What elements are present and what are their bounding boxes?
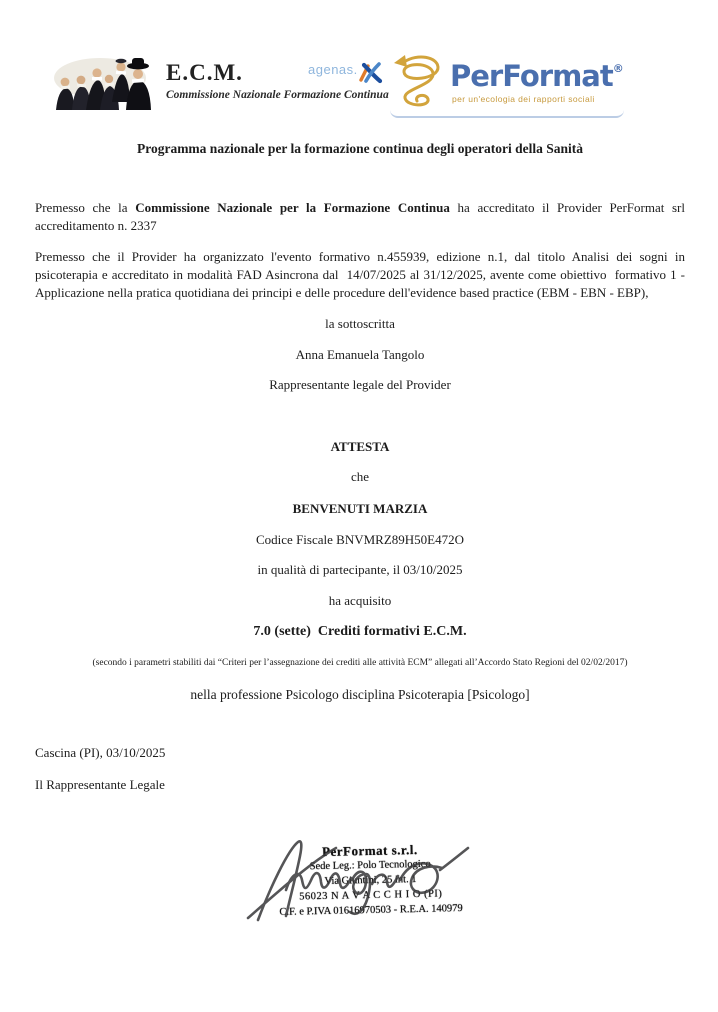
- agenas-ribbon-icon: [358, 60, 384, 86]
- ecm-title: E.C.M.: [166, 60, 243, 85]
- premise-paragraph-2: Premesso che il Provider ha organizzato l'evento formativo n.455939, edizione n.1, dal titolo Analisi dei sogni in psicoterapia e accreditato in modalità FAD Asincrona dal 14/07/2025 al 31/12/2025, avente come obiettivo formativo 1 - Applicazione nella pratica quotidiana dei principi e delle procedure dell'evidence based practice (EBM - EBN - EBP),: [35, 249, 689, 300]
- premise1-suffix: ha accreditato il Provider PerFormat srl accreditamento n. 2337: [35, 200, 689, 233]
- che-line: che: [350, 469, 370, 484]
- ha-acquisito-line: ha acquisito: [328, 593, 392, 608]
- participation-line: in qualità di partecipante, il 03/10/2025: [257, 562, 463, 577]
- performat-tagline: per un'ecologia dei rapporti sociali: [452, 94, 595, 104]
- premise-paragraph-1: [35, 199, 689, 235]
- performat-text-block: [450, 52, 624, 104]
- registered-mark: ®: [612, 62, 624, 75]
- header-logos: [0, 50, 718, 120]
- codice-fiscale-line: Codice Fiscale BNVMRZ89H50E472O: [256, 532, 464, 547]
- profession-line: nella professione Psicologo disciplina Psicoterapia [Psicologo]: [190, 687, 530, 702]
- premise1-prefix: Premesso che la: [35, 200, 136, 215]
- stamp-city-line: 56023 N A V A C C H I O (PI): [299, 888, 443, 903]
- company-stamp: [252, 841, 489, 921]
- credits-note: (secondo i parametri stabiliti dai “Criteri per l’assegnazione dei crediti alle attività ECM” allegati all’Accordo Stato Regioni del 02/02/2017): [92, 658, 628, 668]
- performat-spiral-icon: [390, 52, 446, 112]
- representative-name: Anna Emanuela Tangolo: [295, 347, 425, 362]
- performat-logo: [390, 52, 624, 118]
- performat-wordmark: [450, 52, 624, 93]
- credits-line: 7.0 (sette) Crediti formativi E.C.M.: [253, 624, 467, 639]
- premise1-commission-name: Commissione Nazionale per la Formazione Continua: [135, 200, 450, 215]
- representative-role: Rappresentante legale del Provider: [269, 377, 451, 392]
- agenas-label: agenas.: [308, 62, 358, 77]
- attesta-heading: ATTESTA: [330, 439, 390, 454]
- signer-title-line: Il Rappresentante Legale: [35, 777, 165, 792]
- participant-name: BENVENUTI MARZIA: [292, 501, 428, 516]
- stamp-fiscal-line: C.F. e P.IVA 01616970503 - R.E.A. 140979: [279, 903, 463, 918]
- place-date-line: Cascina (PI), 03/10/2025: [35, 745, 166, 760]
- stamp-address-line2: Via Giuntini, 25 int. 1: [324, 874, 417, 887]
- ecm-group-portrait-painting-icon: [50, 52, 154, 110]
- stamp-company-name: PerFormat s.r.l.: [321, 842, 418, 860]
- document-body: [35, 140, 689, 794]
- performat-name: PerFormat: [450, 59, 613, 93]
- document-title: Programma nazionale per la formazione continua degli operatori della Sanità: [136, 141, 584, 156]
- la-sottoscritta-line: la sottoscritta: [325, 316, 395, 331]
- ecm-subtitle: Commissione Nazionale Formazione Continua: [166, 89, 389, 101]
- agenas-logo: [308, 60, 384, 86]
- stamp-address-line1: Sede Leg.: Polo Tecnologico: [309, 858, 431, 873]
